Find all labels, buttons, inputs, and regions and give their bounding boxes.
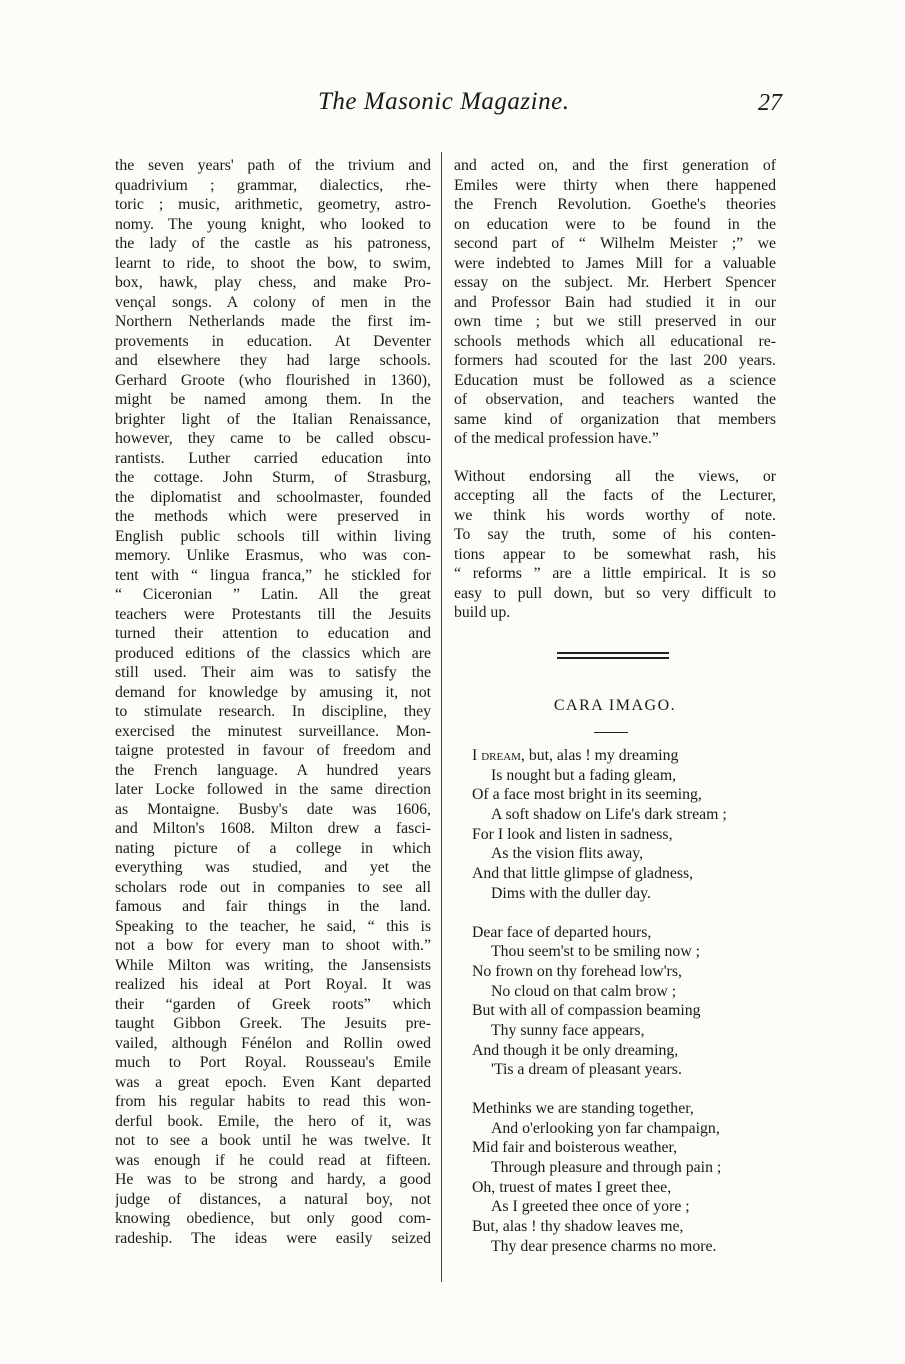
poem-first-word: I dream, bbox=[472, 747, 525, 764]
text-line: the cottage. John Sturm, of Strasburg, bbox=[115, 469, 431, 486]
text-line: While Milton was writing, the Jansensists bbox=[115, 956, 431, 974]
text-line: realized his ideal at Port Royal. It was bbox=[115, 976, 431, 993]
text-line: nating picture of a college in which bbox=[115, 839, 431, 857]
text-line: box, hawk, play chess, and make Pro- bbox=[115, 274, 431, 291]
text-line: of observation, and teachers wanted the bbox=[454, 391, 776, 408]
text-line: tent with “ lingua franca,” he stickled for bbox=[115, 566, 431, 584]
poem-line: No cloud on that calm brow ; bbox=[491, 982, 677, 1000]
text-line: might be named among them. In the bbox=[115, 391, 431, 408]
text-line: radeship. The ideas were easily seized bbox=[115, 1229, 431, 1247]
text-line: Education must be followed as a science bbox=[454, 371, 776, 389]
text-line: tions appear to be somewhat rash, his bbox=[454, 545, 776, 563]
text-line: nomy. The young knight, who looked to bbox=[115, 215, 431, 233]
text-line: Emiles were thirty when there happened bbox=[454, 176, 776, 194]
poem-line: As I greeted thee once of yore ; bbox=[491, 1198, 690, 1216]
text-line: however, they came to be called obscu- bbox=[115, 430, 431, 447]
text-line: essay on the subject. Mr. Herbert Spencer bbox=[454, 274, 776, 291]
text-line: teachers were Protestants till the Jesuits bbox=[115, 605, 431, 623]
text-line: “ Ciceronian ” Latin. All the great bbox=[115, 586, 431, 603]
poem-line: Of a face most bright in its seeming, bbox=[472, 786, 702, 804]
poem-line: A soft shadow on Life's dark stream ; bbox=[491, 806, 727, 824]
poem-line: As the vision flits away, bbox=[491, 845, 644, 863]
poem-stanza-3 bbox=[472, 1099, 792, 1257]
text-line: formers had scouted for the last 200 years. bbox=[454, 352, 776, 369]
text-line: own time ; but we still preserved in our bbox=[454, 313, 776, 330]
text-line: derful book. Emile, the hero of it, was bbox=[115, 1112, 431, 1130]
text-line: rantists. Luther carried education into bbox=[115, 449, 431, 467]
text-line: the methods which were preserved in bbox=[115, 508, 431, 525]
poem-line: 'Tis a dream of pleasant years. bbox=[491, 1061, 682, 1079]
text-line: memory. Unlike Erasmus, who was con- bbox=[115, 547, 431, 564]
text-line: provements in education. At Deventer bbox=[115, 332, 431, 350]
text-line: turned their attention to education and bbox=[115, 625, 431, 642]
poem bbox=[472, 746, 792, 1276]
section-separator bbox=[557, 652, 669, 664]
text-line: the lady of the castle as his patroness, bbox=[115, 235, 431, 252]
text-line: brighter light of the Italian Renaissance, bbox=[115, 410, 431, 428]
poem-line: Mid fair and boisterous weather, bbox=[472, 1139, 678, 1157]
text-line: produced editions of the classics which are bbox=[115, 644, 431, 662]
column-divider bbox=[441, 152, 442, 1282]
poem-stanza-1 bbox=[472, 746, 792, 904]
text-line: exercised the minutest surveillance. Mon- bbox=[115, 722, 431, 740]
text-line: of the medical profession have.” bbox=[454, 430, 659, 447]
text-line: much to Port Royal. Rousseau's Emile bbox=[115, 1054, 431, 1071]
text-line: learnt to ride, to shoot the bow, to swim, bbox=[115, 254, 431, 272]
text-line: quadrivium ; grammar, dialectics, rhe- bbox=[115, 176, 431, 194]
poem-title: CARA IMAGO. bbox=[553, 697, 677, 714]
text-line: was enough if he could read at fifteen. bbox=[115, 1151, 431, 1169]
poem-first-line-rest: but, alas ! my dreaming bbox=[524, 747, 679, 764]
text-line: the diplomatist and schoolmaster, founded bbox=[115, 488, 431, 506]
text-line: the French Revolution. Goethe's theories bbox=[454, 196, 776, 213]
article-paragraph-1 bbox=[454, 156, 776, 449]
text-line: English public schools till within living bbox=[115, 527, 431, 545]
text-line: were indebted to James Mill for a valuable bbox=[454, 254, 776, 272]
poem-line: And o'erlooking yon far champaign, bbox=[491, 1119, 720, 1137]
text-line: toric ; music, arithmetic, geometry, astro- bbox=[115, 196, 431, 213]
poem-line: Dims with the duller day. bbox=[491, 884, 651, 902]
poem-line: And that little glimpse of gladness, bbox=[472, 865, 694, 883]
paragraph-gap bbox=[454, 449, 776, 467]
text-line: judge of distances, a natural boy, not bbox=[115, 1190, 431, 1208]
poem-line: Thou seem'st to be smiling now ; bbox=[491, 943, 701, 961]
text-line: easy to pull down, but so very difficult to bbox=[454, 584, 776, 602]
poem-stanza-2 bbox=[472, 923, 792, 1081]
text-line: He was to be strong and hardy, a good bbox=[115, 1171, 431, 1188]
text-line: everything was studied, and yet the bbox=[115, 859, 431, 876]
text-line: taigne protested in favour of freedom and bbox=[115, 742, 431, 759]
poem-line: Is nought but a fading gleam, bbox=[491, 766, 677, 784]
text-line: on education were to be found in the bbox=[454, 215, 776, 233]
text-line: same kind of organization that members bbox=[454, 410, 776, 428]
page-header bbox=[0, 88, 905, 120]
text-line: taught Gibbon Greek. The Jesuits pre- bbox=[115, 1015, 431, 1032]
text-line: scholars rode out in companies to see all bbox=[115, 878, 431, 896]
text-line: Without endorsing all the views, or bbox=[454, 467, 776, 485]
text-line: to stimulate research. In discipline, they bbox=[115, 703, 431, 720]
article-paragraph-2 bbox=[454, 467, 776, 623]
text-line: knowing obedience, but only good com- bbox=[115, 1210, 431, 1227]
page-number: 27 bbox=[758, 90, 782, 116]
text-line: not to see a book until he was twelve. It bbox=[115, 1132, 431, 1149]
poem-line: Thy sunny face appears, bbox=[491, 1021, 645, 1039]
text-line: as Montaigne. Busby's date was 1606, bbox=[115, 800, 431, 818]
left-column bbox=[115, 156, 431, 1248]
text-line: their “garden of Greek roots” which bbox=[115, 995, 431, 1013]
text-line: still used. Their aim was to satisfy the bbox=[115, 664, 431, 681]
text-line: To say the truth, some of his conten- bbox=[454, 526, 776, 543]
right-column bbox=[454, 156, 776, 623]
text-line: build up. bbox=[454, 604, 511, 621]
text-line: not a bow for every man to shoot with.” bbox=[115, 937, 431, 954]
text-line: vençal songs. A colony of men in the bbox=[115, 293, 431, 311]
text-line: Northern Netherlands made the first im- bbox=[115, 313, 431, 330]
poem-line: And though it be only dreaming, bbox=[472, 1041, 679, 1059]
text-line: was a great epoch. Even Kant departed bbox=[115, 1073, 431, 1091]
text-line: later Locke followed in the same direction bbox=[115, 781, 431, 798]
poem-title-rule bbox=[594, 732, 628, 733]
text-line: we think his words worthy of note. bbox=[454, 506, 776, 524]
text-line: vailed, although Fénélon and Rollin owed bbox=[115, 1034, 431, 1052]
text-line: “ reforms ” are a little empirical. It is so bbox=[454, 565, 776, 582]
poem-line: Through pleasure and through pain ; bbox=[491, 1159, 722, 1177]
poem-line: Oh, truest of mates I greet thee, bbox=[472, 1178, 672, 1196]
separator-rule-bottom bbox=[557, 657, 669, 659]
poem-line: Dear face of departed hours, bbox=[472, 923, 652, 941]
text-line: the French language. A hundred years bbox=[115, 761, 431, 779]
poem-line: No frown on thy forehead low'rs, bbox=[472, 962, 682, 980]
text-line: demand for knowledge by amusing it, not bbox=[115, 683, 431, 701]
text-line: second part of “ Wilhelm Meister ;” we bbox=[454, 235, 776, 252]
poem-line: But with all of compassion beaming bbox=[472, 1002, 701, 1020]
text-line: and acted on, and the first generation of bbox=[454, 157, 776, 174]
text-line: and Professor Bain had studied it in our bbox=[454, 293, 776, 311]
text-line: Speaking to the teacher, he said, “ this is bbox=[115, 917, 431, 935]
poem-line: Methinks we are standing together, bbox=[472, 1100, 694, 1117]
text-line: schools methods which all educational re- bbox=[454, 332, 776, 350]
text-line: Gerhard Groote (who flourished in 1360), bbox=[115, 371, 431, 389]
poem-line bbox=[472, 746, 792, 766]
text-line: and Milton's 1608. Milton drew a fasci- bbox=[115, 820, 431, 837]
text-line: and elsewhere they had large schools. bbox=[115, 352, 431, 369]
separator-rule-top bbox=[557, 652, 669, 654]
text-line: the seven years' path of the trivium and bbox=[115, 157, 431, 174]
text-line: famous and fair things in the land. bbox=[115, 898, 431, 915]
poem-line: But, alas ! thy shadow leaves me, bbox=[472, 1218, 684, 1236]
running-title: The Masonic Magazine. bbox=[318, 88, 570, 115]
text-line: from his regular habits to read this won- bbox=[115, 1093, 431, 1110]
text-line: accepting all the facts of the Lecturer, bbox=[454, 487, 776, 504]
poem-line: For I look and listen in sadness, bbox=[472, 825, 673, 843]
poem-line: Thy dear presence charms no more. bbox=[491, 1237, 717, 1255]
